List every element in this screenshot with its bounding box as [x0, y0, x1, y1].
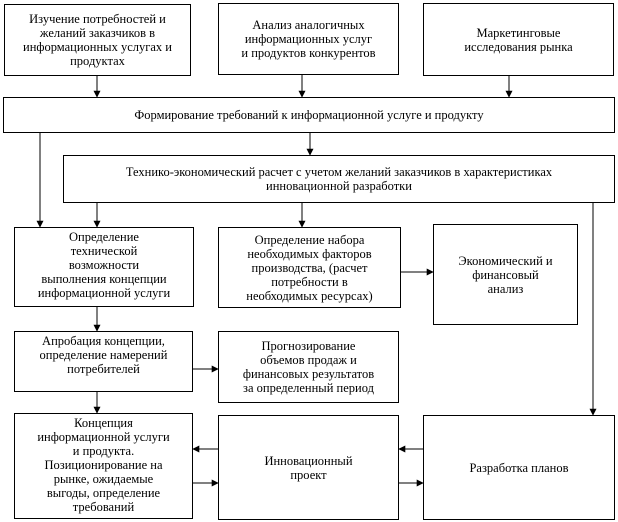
node-plan-development: [423, 415, 615, 520]
node-competitor-analysis-label: Анализ аналогичных информационных услуг и продуктов конкурентов: [241, 18, 376, 60]
node-sales-forecast: [218, 331, 399, 403]
node-service-concept: [14, 413, 193, 519]
node-tech-econ-calc: [63, 155, 615, 203]
node-marketing-research-label: Маркетинговые исследования рынка: [464, 25, 573, 54]
node-requirements-label: Формирование требований к информационной услуге и продукту: [134, 108, 484, 122]
node-production-factors-label: Определение набора необходимых факторов производства, (расчет потребности в необходимых ресурсах): [246, 232, 373, 303]
node-econ-analysis-label: Экономический и финансовый анализ: [458, 253, 553, 296]
node-approbation: [14, 331, 193, 392]
node-approbation-label: Апробация концепции, определение намерений потребителей: [39, 334, 168, 376]
node-tech-possibility: [14, 227, 194, 307]
node-service-concept-label: Концепция информационной услуги и продукта. Позиционирование на рынке, ожидаемые выгоды, определение требований: [37, 416, 170, 514]
node-sales-forecast-label: Прогнозирование объемов продаж и финансовых результатов за определенный период: [242, 339, 375, 395]
node-marketing-research: [423, 3, 614, 76]
node-tech-econ-calc-label: Технико-экономический расчет с учетом желаний заказчиков в характеристиках инновационной разработки: [125, 165, 553, 193]
node-needs-study-label: Изучение потребностей и желаний заказчиков в информационных услугах и продуктах: [23, 12, 172, 68]
node-production-factors: [218, 227, 401, 308]
node-innovation-project: [218, 415, 399, 520]
node-tech-possibility-label: Определение технической возможности выполнения концепции информационной услуги: [37, 230, 171, 300]
node-econ-analysis: [433, 224, 578, 325]
node-competitor-analysis: [218, 3, 399, 75]
node-needs-study: [4, 4, 191, 76]
node-innovation-project-label: Инновационный проект: [264, 453, 353, 482]
node-requirements: [3, 97, 615, 133]
node-plan-development-label: Разработка планов: [469, 460, 569, 475]
